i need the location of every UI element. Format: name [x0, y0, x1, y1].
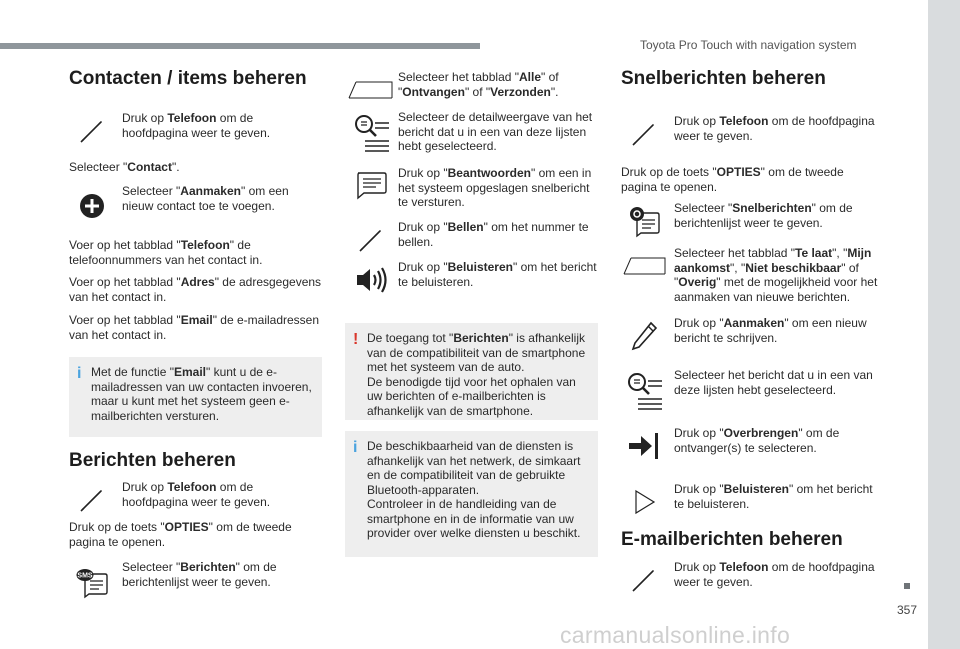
middle-info-box: i De beschikbaarheid van de diensten is afhankelijk van het netwerk, de simkaart en de compatibiliteit van de gebruikte Bluetooth-apparaten. Controleer in de handleiding van de smartphone en in de informatie van uw provider over welke diensten u beschikt.	[345, 431, 598, 557]
plus-circle-icon	[69, 186, 115, 226]
pencil-icon	[69, 480, 115, 520]
middle-step-listen: Druk op "Beluisteren" om het bericht te beluisteren.	[345, 260, 600, 300]
speaker-icon	[345, 260, 397, 300]
middle-step-tabs: Selecteer het tabblad "Alle" of "Ontvangen" of "Verzonden".	[345, 70, 600, 110]
play-icon	[621, 482, 667, 522]
pencil-icon	[345, 220, 397, 260]
email-step-phone: Druk op Telefoon om de hoofdpagina weer te geven.	[621, 560, 876, 600]
detail-view-icon	[345, 110, 397, 156]
sms-icon	[69, 562, 115, 602]
pen-icon	[621, 316, 667, 356]
pencil-icon	[69, 111, 115, 151]
svg-text:SMS: SMS	[77, 572, 93, 580]
quick-step-listen: Druk op "Beluisteren" om het bericht te beluisteren.	[621, 482, 876, 522]
detail-view-icon	[621, 368, 667, 414]
quick-step-forward: Druk op "Overbrengen" om de ontvanger(s) te selecteren.	[621, 426, 876, 466]
messages-step-phone: Druk op Telefoon om de hoofdpagina weer te geven.	[69, 480, 319, 520]
pencil-icon	[621, 114, 667, 154]
email-heading: E-mailberichten beheren	[621, 529, 843, 550]
quick-step-select-list: Selecteer het bericht dat u in een van deze lijsten hebt geselecteerd.	[621, 368, 876, 414]
contacts-tab-email: Voer op het tabblad "Email" de e-mailadressen van het contact in.	[69, 313, 320, 342]
side-strip	[928, 0, 960, 649]
watermark: carmanualsonline.info	[560, 622, 791, 648]
message-bubble-icon	[345, 166, 397, 206]
quick-options: Druk op de toets "OPTIES" om de tweede pagina te openen.	[621, 165, 844, 194]
contacts-tab-phone: Voer op het tabblad "Telefoon" de telefoonnummers van het contact in.	[69, 238, 263, 267]
messages-heading: Berichten beheren	[69, 450, 236, 471]
info-icon: i	[353, 439, 358, 456]
contacts-info-box: i Met de functie "Email" kunt u de e-mailadressen van uw contacten invoeren, maar u kunt met het systeem geen e-mailberichten versturen.	[69, 357, 322, 437]
quick-step-tabs: Selecteer het tabblad "Te laat", "Mijn aankomst", "Niet beschikbaar" of "Overig" met de mogelijkheid voor het aanmaken van nieuwe berichten.	[621, 246, 879, 304]
messages-options: Druk op de toets "OPTIES" om de tweede pagina te openen.	[69, 520, 292, 549]
tab-icon	[345, 70, 397, 110]
pencil-icon	[621, 560, 667, 600]
quick-step-phone: Druk op Telefoon om de hoofdpagina weer te geven.	[621, 114, 876, 154]
header-title: Toyota Pro Touch with navigation system	[640, 38, 857, 52]
contacts-select-contact: Selecteer "Contact".	[69, 160, 180, 174]
quick-step-select: Selecteer "Snelberichten" om de berichtenlijst weer te geven.	[621, 201, 876, 241]
messages-step-select: SMS Selecteer "Berichten" om de berichtenlijst weer te geven.	[69, 560, 319, 602]
quick-message-icon	[621, 201, 667, 241]
contacts-step-phone: Druk op Telefoon om de hoofdpagina weer te geven.	[69, 111, 319, 151]
info-icon: i	[77, 365, 82, 382]
quick-step-create: Druk op "Aanmaken" om een nieuw bericht te schrijven.	[621, 316, 876, 356]
contacts-tab-address: Voer op het tabblad "Adres" de adresgegevens van het contact in.	[69, 275, 322, 304]
middle-step-detail: Selecteer de detailweergave van het bericht dat u in een van deze lijsten hebt geselecteerd.	[345, 110, 600, 156]
contacts-step-create: Selecteer "Aanmaken" om een nieuw contact toe te voegen.	[69, 184, 319, 226]
tab-icon	[621, 246, 669, 286]
middle-step-call: Druk op "Bellen" om het nummer te bellen.	[345, 220, 600, 260]
page-number: 357	[896, 603, 917, 617]
header-bar	[0, 43, 480, 49]
continue-marker	[904, 583, 910, 589]
forward-icon	[621, 426, 667, 466]
quick-heading: Snelberichten beheren	[621, 68, 826, 89]
middle-step-reply: Druk op "Beantwoorden" om een in het systeem opgeslagen snelbericht te versturen.	[345, 166, 600, 210]
middle-warning-box: ! De toegang tot "Berichten" is afhankelijk van de compatibiliteit van de smartphone met het systeem van de auto. De benodigde tijd voor het ophalen van uw berichten of e-mailberichten is afhankelijk van de smartphone.	[345, 323, 598, 420]
contacts-heading: Contacten / items beheren	[69, 68, 307, 89]
warning-icon: !	[353, 331, 359, 348]
